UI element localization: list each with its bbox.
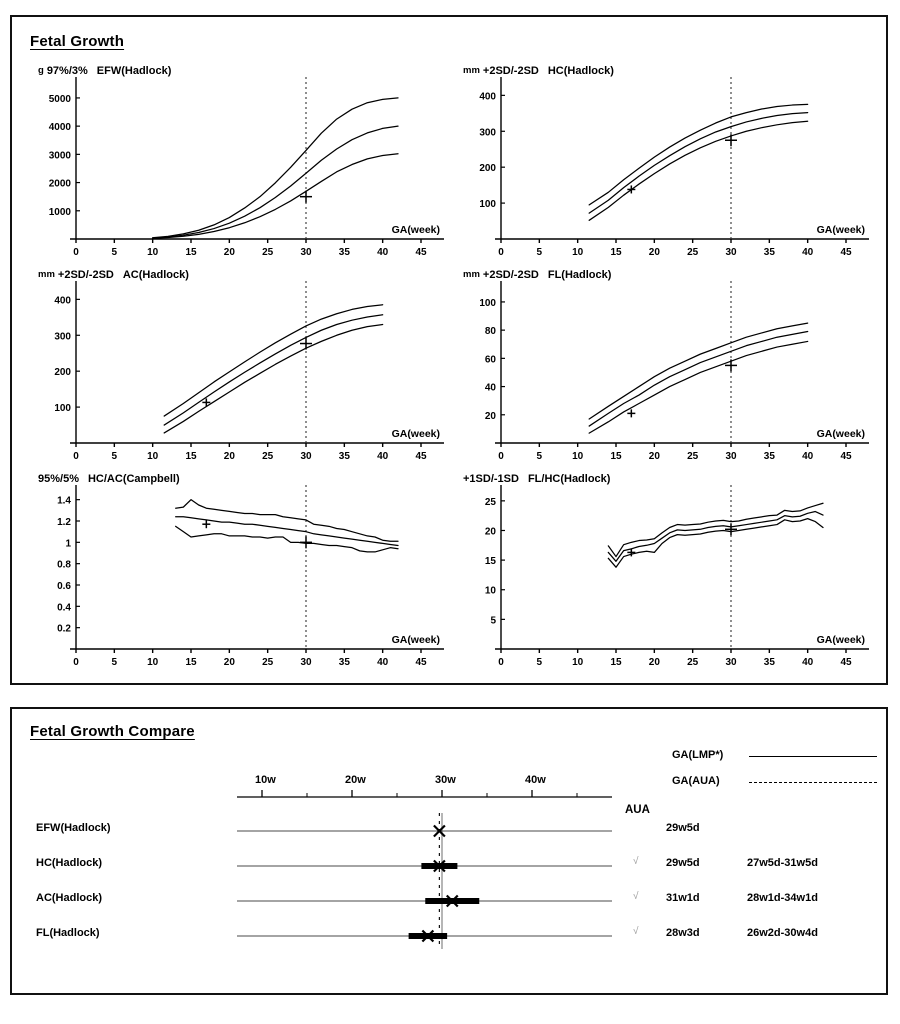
svg-text:200: 200 <box>479 163 496 175</box>
svg-text:0.2: 0.2 <box>57 623 71 635</box>
axis-label-ga-week: GA(week) <box>391 634 440 646</box>
chart-header-efw <box>38 65 171 77</box>
svg-text:40: 40 <box>377 247 389 258</box>
compare-tick-10w: 10w <box>255 774 276 786</box>
svg-text:20: 20 <box>223 247 235 258</box>
legend-label-ga-lmp: GA(LMP*) <box>672 749 724 761</box>
svg-text:3000: 3000 <box>48 150 71 162</box>
curve-ac-0 <box>164 305 383 416</box>
center-marker-3 <box>422 931 433 942</box>
compare-range-ac: 28w1d-34w1d <box>747 892 818 904</box>
svg-text:1000: 1000 <box>48 206 71 218</box>
legend-line-ga-aua <box>749 782 877 783</box>
svg-text:0: 0 <box>73 247 79 258</box>
chart-ac[interactable] <box>30 269 450 469</box>
compare-tick-40w: 40w <box>525 774 546 786</box>
svg-text:30: 30 <box>300 657 312 668</box>
chart-percentile-hc: +2SD/-2SD <box>482 65 539 77</box>
svg-text:35: 35 <box>763 247 775 258</box>
svg-text:0: 0 <box>73 657 79 668</box>
center-marker-1 <box>434 861 445 872</box>
chart-svg-fl <box>455 269 875 469</box>
chart-percentile-hc_ac: 95%/5% <box>38 473 79 485</box>
svg-text:60: 60 <box>484 354 496 366</box>
svg-text:15: 15 <box>610 657 622 668</box>
svg-text:40: 40 <box>377 451 389 462</box>
svg-text:80: 80 <box>484 326 496 338</box>
svg-text:200: 200 <box>54 367 71 379</box>
measurement-marker-hc_ac-0 <box>202 520 210 528</box>
chart-percentile-fl_hc: +1SD/-1SD <box>463 473 519 485</box>
svg-text:25: 25 <box>687 657 699 668</box>
chart-header-hc_ac <box>38 473 180 485</box>
compare-aua-ac: 31w1d <box>666 892 700 904</box>
curve-fl_hc-0 <box>608 503 823 556</box>
chart-efw[interactable] <box>30 65 450 265</box>
svg-text:25: 25 <box>687 247 699 258</box>
svg-text:45: 45 <box>840 657 852 668</box>
svg-text:100: 100 <box>479 199 496 211</box>
svg-text:20: 20 <box>484 410 496 422</box>
svg-text:5000: 5000 <box>48 93 71 105</box>
chart-unit-ac: mm <box>38 269 55 280</box>
svg-text:25: 25 <box>262 657 274 668</box>
svg-text:15: 15 <box>185 247 197 258</box>
center-marker-2 <box>447 896 458 907</box>
compare-plot-area[interactable] <box>12 709 890 997</box>
svg-text:15: 15 <box>484 556 496 568</box>
aua-column-header: AUA <box>625 804 650 816</box>
curve-hc_ac-1 <box>176 517 398 546</box>
svg-text:10: 10 <box>147 451 159 462</box>
svg-text:15: 15 <box>185 451 197 462</box>
axis-label-ga-week: GA(week) <box>391 428 440 440</box>
chart-svg-ac <box>30 269 450 469</box>
svg-text:20: 20 <box>484 526 496 538</box>
chart-svg-hc_ac <box>30 473 450 675</box>
measurement-marker-efw-0 <box>300 191 312 203</box>
compare-check-fl: √ <box>633 926 639 937</box>
chart-title-efw: EFW(Hadlock) <box>96 65 172 77</box>
chart-title-hc_ac: HC/AC(Campbell) <box>87 473 180 485</box>
axis-label-ga-week: GA(week) <box>816 634 865 646</box>
chart-unit-hc: mm <box>463 65 480 76</box>
svg-text:25: 25 <box>687 451 699 462</box>
svg-text:20: 20 <box>648 657 660 668</box>
svg-text:1.4: 1.4 <box>57 495 71 507</box>
svg-text:15: 15 <box>185 657 197 668</box>
chart-percentile-efw: 97%/3% <box>46 65 88 77</box>
svg-text:300: 300 <box>54 331 71 343</box>
curve-hc-1 <box>589 113 808 214</box>
chart-header-ac <box>38 269 189 281</box>
compare-tick-30w: 30w <box>435 774 456 786</box>
svg-text:400: 400 <box>54 295 71 307</box>
compare-tick-20w: 20w <box>345 774 366 786</box>
svg-text:35: 35 <box>763 451 775 462</box>
svg-text:35: 35 <box>763 657 775 668</box>
chart-svg-hc <box>455 65 875 265</box>
curve-hc_ac-2 <box>176 526 398 552</box>
measurement-marker-hc-1 <box>725 134 737 146</box>
svg-text:2000: 2000 <box>48 178 71 190</box>
svg-text:45: 45 <box>840 247 852 258</box>
svg-text:20: 20 <box>223 451 235 462</box>
svg-text:20: 20 <box>648 451 660 462</box>
chart-header-fl_hc <box>463 473 610 485</box>
curve-fl_hc-1 <box>608 512 823 562</box>
measurement-marker-fl-1 <box>725 359 737 371</box>
curve-hc-2 <box>589 121 808 220</box>
svg-text:45: 45 <box>415 657 427 668</box>
svg-text:35: 35 <box>338 247 350 258</box>
fetal-growth-compare-panel <box>10 707 888 995</box>
svg-text:100: 100 <box>479 297 496 309</box>
legend-label-ga-aua: GA(AUA) <box>672 775 720 787</box>
svg-text:25: 25 <box>484 496 496 508</box>
svg-text:30: 30 <box>300 247 312 258</box>
svg-text:40: 40 <box>802 247 814 258</box>
axis-label-ga-week: GA(week) <box>816 224 865 236</box>
compare-row-2[interactable] <box>237 896 612 907</box>
chart-fl-hc[interactable] <box>455 473 875 675</box>
svg-text:5: 5 <box>111 451 118 462</box>
svg-text:0.4: 0.4 <box>57 602 71 614</box>
curve-efw-0 <box>153 98 398 238</box>
compare-row-label-hc: HC(Hadlock) <box>36 857 103 869</box>
compare-row-label-ac: AC(Hadlock) <box>36 892 103 904</box>
measurement-marker-fl_hc-1 <box>725 523 737 535</box>
compare-aua-efw: 29w5d <box>666 822 700 834</box>
svg-text:30: 30 <box>725 657 737 668</box>
svg-text:10: 10 <box>147 657 159 668</box>
center-marker-0 <box>434 826 445 837</box>
compare-range-hc: 27w5d-31w5d <box>747 857 818 869</box>
chart-svg-efw <box>30 65 450 265</box>
svg-text:5: 5 <box>490 615 496 627</box>
svg-text:40: 40 <box>802 451 814 462</box>
svg-text:100: 100 <box>54 403 71 415</box>
measurement-marker-fl-0 <box>627 409 635 417</box>
compare-aua-hc: 29w5d <box>666 857 700 869</box>
svg-text:0.8: 0.8 <box>57 559 71 571</box>
svg-text:400: 400 <box>479 91 496 103</box>
compare-row-0[interactable] <box>237 826 612 837</box>
svg-text:5: 5 <box>536 451 543 462</box>
chart-percentile-fl: +2SD/-2SD <box>482 269 539 281</box>
chart-title-fl_hc: FL/HC(Hadlock) <box>527 473 611 485</box>
svg-text:0: 0 <box>73 451 79 462</box>
chart-percentile-ac: +2SD/-2SD <box>57 269 114 281</box>
svg-text:15: 15 <box>610 247 622 258</box>
svg-text:15: 15 <box>610 451 622 462</box>
fetal-growth-compare-title: Fetal Growth Compare <box>30 723 195 740</box>
chart-header-fl <box>463 269 611 281</box>
axis-label-ga-week: GA(week) <box>391 224 440 236</box>
compare-check-hc: √ <box>633 856 639 867</box>
svg-text:10: 10 <box>572 657 584 668</box>
svg-text:1.2: 1.2 <box>57 517 71 528</box>
fetal-growth-panel <box>10 15 888 685</box>
svg-text:40: 40 <box>484 382 496 394</box>
svg-text:20: 20 <box>648 247 660 258</box>
svg-text:0.6: 0.6 <box>57 581 71 592</box>
compare-check-ac: √ <box>633 891 639 902</box>
svg-text:20: 20 <box>223 657 235 668</box>
svg-text:35: 35 <box>338 657 350 668</box>
compare-plot-svg <box>12 709 890 997</box>
chart-svg-fl_hc <box>455 473 875 675</box>
svg-text:10: 10 <box>147 247 159 258</box>
svg-text:45: 45 <box>415 247 427 258</box>
svg-text:45: 45 <box>840 451 852 462</box>
svg-text:35: 35 <box>338 451 350 462</box>
chart-title-fl: FL(Hadlock) <box>547 269 612 281</box>
svg-text:300: 300 <box>479 127 496 139</box>
svg-text:25: 25 <box>262 247 274 258</box>
compare-row-3[interactable] <box>237 931 612 942</box>
compare-aua-fl: 28w3d <box>666 927 700 939</box>
svg-text:40: 40 <box>377 657 389 668</box>
svg-text:5: 5 <box>536 657 543 668</box>
compare-row-1[interactable] <box>237 861 612 872</box>
svg-text:1: 1 <box>65 538 71 550</box>
compare-range-fl: 26w2d-30w4d <box>747 927 818 939</box>
chart-hc[interactable] <box>455 65 875 265</box>
curve-fl-1 <box>589 332 808 427</box>
svg-text:30: 30 <box>300 451 312 462</box>
svg-text:5: 5 <box>111 247 118 258</box>
svg-text:5: 5 <box>111 657 118 668</box>
svg-text:0: 0 <box>498 657 504 668</box>
svg-text:10: 10 <box>484 585 496 597</box>
svg-text:5: 5 <box>536 247 543 258</box>
svg-text:45: 45 <box>415 451 427 462</box>
chart-unit-fl: mm <box>463 269 480 280</box>
chart-title-ac: AC(Hadlock) <box>122 269 189 281</box>
chart-fl[interactable] <box>455 269 875 469</box>
chart-hc-ac[interactable] <box>30 473 450 675</box>
compare-row-label-fl: FL(Hadlock) <box>36 927 100 939</box>
svg-text:10: 10 <box>572 451 584 462</box>
axis-label-ga-week: GA(week) <box>816 428 865 440</box>
svg-text:40: 40 <box>802 657 814 668</box>
curve-ac-2 <box>164 325 383 433</box>
fetal-growth-title: Fetal Growth <box>30 33 125 50</box>
svg-text:30: 30 <box>725 247 737 258</box>
svg-text:30: 30 <box>725 451 737 462</box>
measurement-marker-hc_ac-1 <box>300 536 312 548</box>
chart-title-hc: HC(Hadlock) <box>547 65 614 77</box>
svg-text:4000: 4000 <box>48 122 71 134</box>
svg-text:25: 25 <box>262 451 274 462</box>
svg-text:0: 0 <box>498 451 504 462</box>
svg-text:0: 0 <box>498 247 504 258</box>
curve-efw-2 <box>153 154 398 238</box>
chart-unit-efw: g <box>38 65 44 76</box>
svg-text:10: 10 <box>572 247 584 258</box>
compare-row-label-efw: EFW(Hadlock) <box>36 822 111 834</box>
legend-line-ga-lmp <box>749 756 877 757</box>
chart-header-hc <box>463 65 614 77</box>
